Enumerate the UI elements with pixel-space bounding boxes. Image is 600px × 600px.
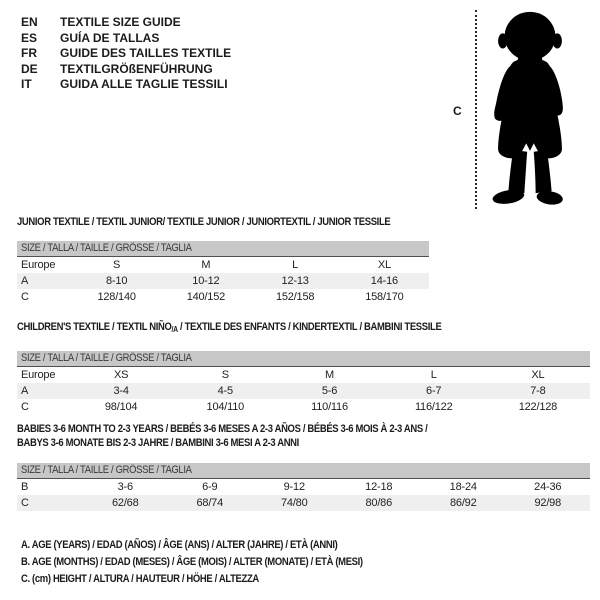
babies-table-title-line1: BABIES 3-6 MONTH TO 2-3 YEARS / BEBÉS 3-6 MESES A 2-3 AÑOS / BÉBÉS 3-6 MOIS À 2-3 ANS /	[17, 423, 428, 435]
language-label: GUÍA DE TALLAS	[60, 30, 160, 45]
junior-table-title-text: JUNIOR TEXTILE / TEXTIL JUNIOR/ TEXTILE JUNIOR / JUNIORTEXTIL / JUNIOR TESSILE	[17, 216, 391, 228]
height-cell: 116/122	[414, 401, 453, 413]
height-measure-label: C	[453, 104, 462, 118]
height-cell: 128/140	[97, 291, 136, 303]
language-label: TEXTILE SIZE GUIDE	[60, 15, 181, 29]
row-label: C	[21, 291, 29, 303]
row-label: C	[21, 497, 29, 509]
size-cell: XL	[377, 259, 391, 271]
size-header-bar	[17, 241, 429, 257]
height-cell: 140/152	[186, 291, 226, 303]
row-label: C	[21, 401, 29, 413]
height-cell: 122/128	[518, 401, 558, 413]
table-row-height	[17, 399, 590, 415]
language-code: EN	[21, 15, 38, 29]
size-cell: S	[221, 369, 229, 381]
months-cell: 24-36	[534, 481, 562, 493]
size-cell: S	[113, 259, 121, 271]
legend-line-c	[21, 571, 418, 588]
size-cell: XS	[113, 369, 129, 381]
row-label: A	[21, 275, 29, 287]
age-cell: 14-16	[370, 275, 398, 287]
language-label: GUIDE DES TAILLES TEXTILE	[60, 46, 232, 60]
age-cell: 10-12	[192, 275, 220, 287]
language-code: FR	[21, 46, 37, 60]
junior-table-title	[17, 216, 429, 229]
months-cell: 12-18	[365, 481, 393, 493]
size-header-text: SIZE / TALLA / TAILLE / GRÖSSE / TAGLIA	[21, 242, 192, 254]
size-cell: L	[292, 259, 299, 271]
legend-line-c-text: C. (cm) HEIGHT / ALTURA / HAUTEUR / HÖHE / ALTEZZA	[21, 573, 259, 585]
age-cell: 7-8	[530, 385, 546, 397]
age-cell: 5-6	[321, 385, 338, 397]
size-header-text: SIZE / TALLA / TAILLE / GRÖSSE / TAGLIA	[21, 464, 192, 476]
height-measure-figure	[450, 4, 592, 216]
language-title-list	[21, 15, 231, 93]
height-cell: 86/92	[449, 497, 477, 509]
language-code: ES	[21, 30, 38, 45]
age-cell: 3-4	[113, 385, 129, 397]
age-cell: 4-5	[217, 385, 233, 397]
language-code: IT	[21, 77, 32, 91]
row-label: Europe	[21, 259, 56, 271]
size-cell: L	[430, 369, 437, 381]
title-post: / TEXTILE DES ENFANTS / KINDERTEXTIL / BAMBINI TESSILE	[177, 321, 442, 333]
table-row-europe	[17, 257, 429, 273]
babies-table-section	[17, 422, 590, 511]
babies-table-title	[17, 422, 590, 450]
row-label: B	[21, 481, 29, 493]
legend-line-a	[21, 537, 418, 554]
language-row-de	[21, 62, 231, 78]
children-table-title-text	[17, 321, 441, 336]
height-dotted-line	[475, 10, 477, 209]
legend-line-b	[21, 554, 418, 571]
legend-line-b-text: B. AGE (MONTHS) / EDAD (MESES) / ÂGE (MOIS) / ALTER (MONATE) / ETÀ (MESI)	[21, 556, 363, 568]
months-cell: 18-24	[449, 481, 477, 493]
size-cell: M	[325, 369, 334, 381]
height-cell: 74/80	[280, 497, 308, 509]
age-cell: 8-10	[106, 275, 128, 287]
title-sub: /A	[171, 325, 178, 334]
toddler-silhouette-icon	[482, 9, 578, 211]
language-row-es	[21, 31, 231, 47]
babies-table-title-line2: BABYS 3-6 MONATE BIS 2-3 JAHRE / BAMBINI 3-6 MESI A 2-3 ANNI	[17, 437, 299, 449]
height-cell: 92/98	[534, 497, 562, 509]
months-cell: 3-6	[117, 481, 133, 493]
height-cell: 98/104	[104, 401, 138, 413]
age-cell: 6-7	[426, 385, 442, 397]
title-pre: CHILDREN'S TEXTILE / TEXTIL NIÑO	[17, 321, 172, 333]
language-code: DE	[21, 61, 38, 76]
height-cell: 110/116	[311, 401, 348, 413]
table-row-height	[17, 289, 429, 305]
months-cell: 6-9	[202, 481, 218, 493]
height-cell: 152/158	[275, 291, 315, 303]
table-row-europe	[17, 367, 590, 383]
row-label: Europe	[21, 369, 56, 381]
height-cell: 62/68	[111, 497, 139, 509]
size-header-bar	[17, 463, 590, 479]
size-cell: XL	[531, 369, 545, 381]
language-label: TEXTILGRÖßENFÜHRUNG	[60, 61, 213, 76]
height-cell: 80/86	[365, 497, 393, 509]
table-row-months	[17, 479, 590, 495]
age-cell: 12-13	[281, 275, 309, 287]
legend-line-a-text: A. AGE (YEARS) / EDAD (AÑOS) / ÂGE (ANS) / ALTER (JAHRE) / ETÀ (ANNI)	[21, 539, 338, 551]
table-row-age	[17, 273, 429, 289]
junior-table-section	[17, 216, 429, 305]
size-cell: M	[201, 259, 211, 271]
height-cell: 68/74	[196, 497, 224, 509]
children-table-section	[17, 321, 590, 415]
height-cell: 158/170	[365, 291, 404, 303]
children-table-title	[17, 321, 590, 336]
size-header-bar	[17, 351, 590, 367]
language-row-en	[21, 15, 231, 31]
language-row-it	[21, 77, 231, 93]
height-cell: 104/110	[206, 401, 245, 413]
language-label: GUIDA ALLE TAGLIE TESSILI	[60, 77, 228, 91]
table-row-age	[17, 383, 590, 399]
table-row-height	[17, 495, 590, 511]
months-cell: 9-12	[283, 481, 305, 493]
row-label: A	[21, 385, 29, 397]
language-row-fr	[21, 46, 231, 62]
size-header-text: SIZE / TALLA / TAILLE / GRÖSSE / TAGLIA	[21, 352, 192, 364]
measurement-legend	[21, 537, 418, 588]
